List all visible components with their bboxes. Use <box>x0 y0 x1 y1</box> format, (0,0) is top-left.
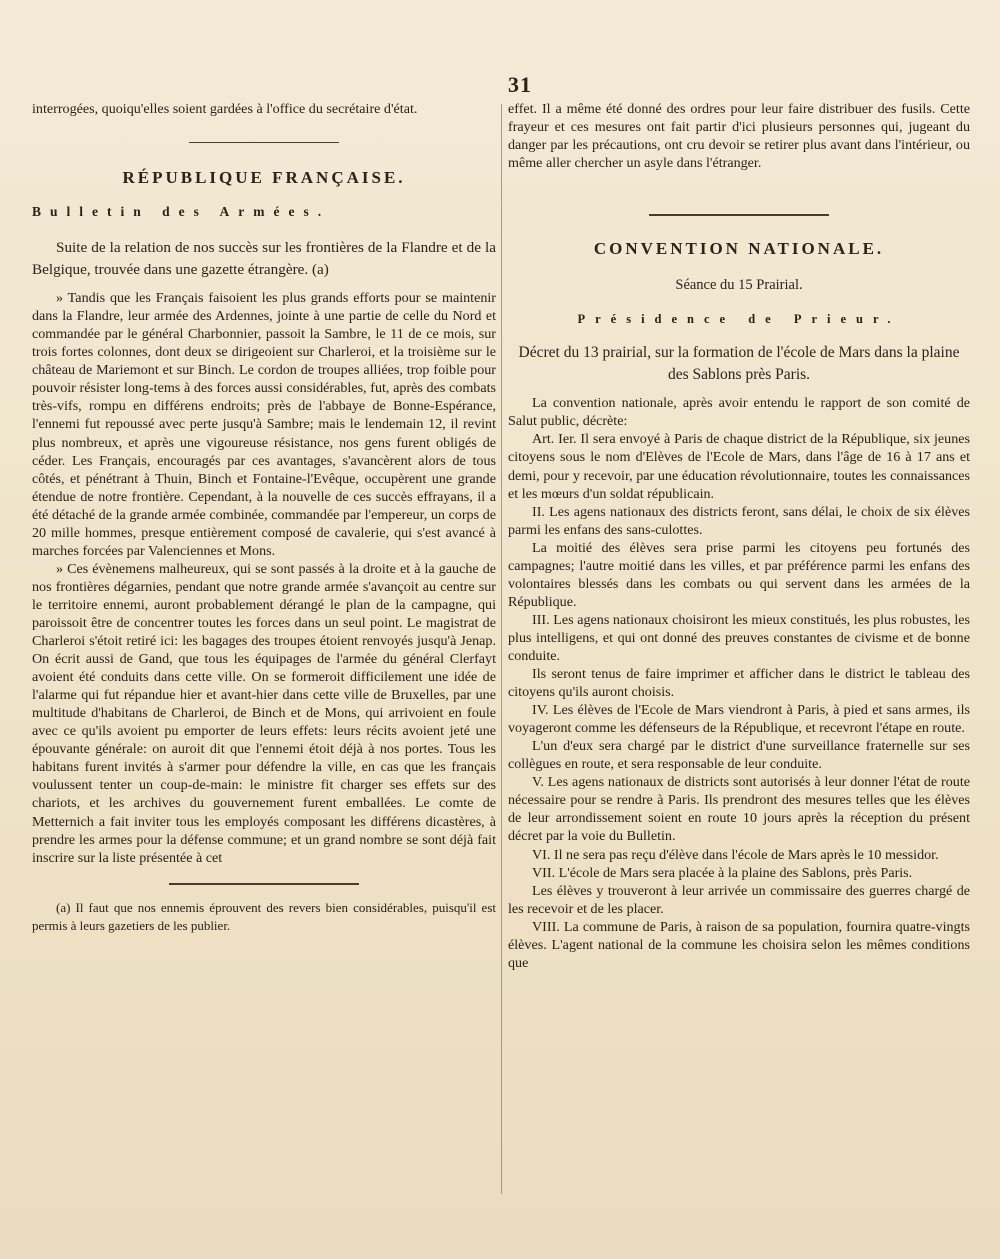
right-continued-text: effet. Il a même été donné des ordres pour leur faire distribuer des fusils. Cette frayeur et ces mesures ont fait partir d'ici plusieurs personnes qui, jugeant du danger par les précautions, ont cru devoir se retirer plus avant dans l'intérieur, ou même aller chercher un asyle dans l'étranger. <box>508 101 970 172</box>
article: Les élèves y trouveront à leur arrivée un commissaire des guerres chargé de les recevoir et de les placer. <box>508 882 970 917</box>
relation-title: Suite de la relation de nos succès sur les frontières de la Flandre et de la Belgique, trouvée dans une gazette étrangère. (a) <box>32 239 496 279</box>
article: L'un d'eux sera chargé par le district d'une surveillance fraternelle sur ses collègues en route, et sera responsable de leur conduite. <box>508 738 970 773</box>
footnote-rule <box>169 883 359 885</box>
article: VIII. La commune de Paris, à raison de sa population, fournira quatre-vingts élèves. L'agent national de la commune les choisira selon les mêmes conditions que <box>508 918 970 971</box>
footnote: (a) Il faut que nos ennemis éprouvent des revers bien considérables, puisqu'il est permis à leurs gazetiers de les publier. <box>32 899 496 934</box>
article: La moitié des élèves sera prise parmi les citoyens peu fortunés des campagnes; l'autre moitié dans les villes, et par préférence parmi les enfans des volontaires blessés dans les combats ou qui servent dans les armées de la République. <box>508 539 970 610</box>
section-rule <box>189 142 339 143</box>
article: VII. L'école de Mars sera placée à la plaine des Sablons, près Paris. <box>532 864 913 881</box>
page-number: 31 <box>508 72 532 97</box>
section-rule-right <box>649 214 829 216</box>
left-paragraph-1: » Tandis que les Français faisoient les plus grands efforts pour se maintenir dans la Flandre, leur armée des Ardennes, jointe à une partie de celle du Nord et commandée par le général Charbonnier, passoit la Sambre, le 11 de ce mois, sur trois fortes colonnes, dont deux se dirigeoient sur Charleroi, et la troisième sur le château de Mariemont et sur Binch. Le cordon de troupes alliées, trop foible pour pouvoir résister long-tems à des forces aussi considérables, fut, après des combats très-vifs, rompu en différens endroits; près de l'abbaye de Bonne-Espérance, l'ennemi fut repoussé avec perte jusqu'à Sambre; mais le lendemain 12, il revint plus nombreux, et après une vigoureuse résistance, nos gens furent obligés de céder. Les Français, encouragés par ces avantages, s'avancèrent alors de tous côtés, et pénétrant à Thuin, Binch et Fontaine-l'Evêque, occupèrent une grande étendue de notre frontière. Cependant, à la nouvelle de ces succès effrayans, il a été détaché de la grande armée combinée, commandée par l'empereur, un corps de 20 mille hommes, presque entièrement composé de cavalerie, qui s'est avancé à marches forcées par Valenciennes et Mons. <box>32 290 496 559</box>
right-column <box>508 100 970 972</box>
column-divider <box>501 104 502 1194</box>
presidence-line: Présidence de Prieur. <box>577 312 901 327</box>
article: VI. Il ne sera pas reçu d'élève dans l'école de Mars après le 10 messidor. <box>532 846 939 863</box>
bulletin-subheading: Bulletin des Armées. <box>32 204 331 220</box>
article: Art. Ier. Il sera envoyé à Paris de chaque district de la République, six jeunes citoyens sous le nom d'Elèves de l'Ecole de Mars, dans l'âge de 16 à 17 ans et demi, pour y recevoir, par une éducation révolutionnaire, toutes les connaissances et les mœurs d'un soldat républicain. <box>508 431 970 502</box>
convention-heading: CONVENTION NATIONALE. <box>593 239 885 259</box>
decret-title: Décret du 13 prairial, sur la formation de l'école de Mars dans la plaine des Sablons près Paris. <box>518 344 960 384</box>
article: III. Les agens nationaux choisiront les mieux constitués, les plus robustes, les plus intelligens, et qui ont donné des preuves constantes de civisme et de bonne conduite. <box>508 611 970 664</box>
article: Ils seront tenus de faire imprimer et afficher dans le district le tableau des citoyens qu'ils auront choisis. <box>508 666 970 701</box>
seance-line: Séance du 15 Prairial. <box>675 277 803 294</box>
article: II. Les agens nationaux des districts feront, sans délai, le choix de six élèves parmi les enfans des sans-culottes. <box>508 503 970 538</box>
left-column <box>32 100 496 936</box>
republique-heading: RÉPUBLIQUE FRANÇAISE. <box>122 168 406 188</box>
left-paragraph-2: » Ces évènemens malheureux, qui se sont passés à la droite et à la gauche de nos frontières dégarnies, pendant que notre grande armée s'avançoit au centre sur le territoire ennemi, auront probablement dérangé le plan de la campagne, qui paroissoit être de concentrer toutes les forces dans un seul point. Le magistrat de Charleroi s'étoit retiré ici: les bagages des troupes étoient renvoyés jusqu'à Jenap. On écrit aussi de Gand, que tous les équipages de l'armée du général Clerfayt avoient été conduits dans cette ville. On se formeroit difficilement une idée de l'alarme qui fut répandue hier et avant-hier dans cette ville de Bruxelles, par une multitude d'habitans de Charleroi, de Binch et de Mons, qui arrivoient en foule avec ce qu'ils avoient pu emporter de leurs effets: leurs récits avoient jeté une épouvante générale: on auroit dit que l'ennemi étoit déjà à nos portes. Tous les habitans furent invités à s'armer pour défendre la ville, en cas que les français voulussent tenter un coup-de-main: le ministre fit charger ses effets sur des chariots, et les archives du gouvernement furent emballées. Le comte de Metternich a fait inviter tous les employés composant les différens dicastères, à prendre les armes pour la défense commune; et un grand nombre se sont déjà fait inscrire sur la liste présentée à cet <box>32 560 496 866</box>
left-intro-text: interrogées, quoiqu'elles soient gardées à l'office du secrétaire d'état. <box>32 101 418 117</box>
decret-preamble: La convention nationale, après avoir entendu le rapport de son comité de Salut public, décrète: <box>508 395 970 430</box>
article: IV. Les élèves de l'Ecole de Mars viendront à Paris, à pied et sans armes, ils voyageront comme les défenseurs de la République, et recevront l'étape en route. <box>508 702 970 737</box>
article: V. Les agens nationaux de districts sont autorisés à leur donner l'état de route nécessaire pour se rendre à Paris. Ils prendront des mesures telles que les élèves de leur arrondissement soient en route 10 jours après la réception du présent décret par la voie du Bulletin. <box>508 774 970 845</box>
